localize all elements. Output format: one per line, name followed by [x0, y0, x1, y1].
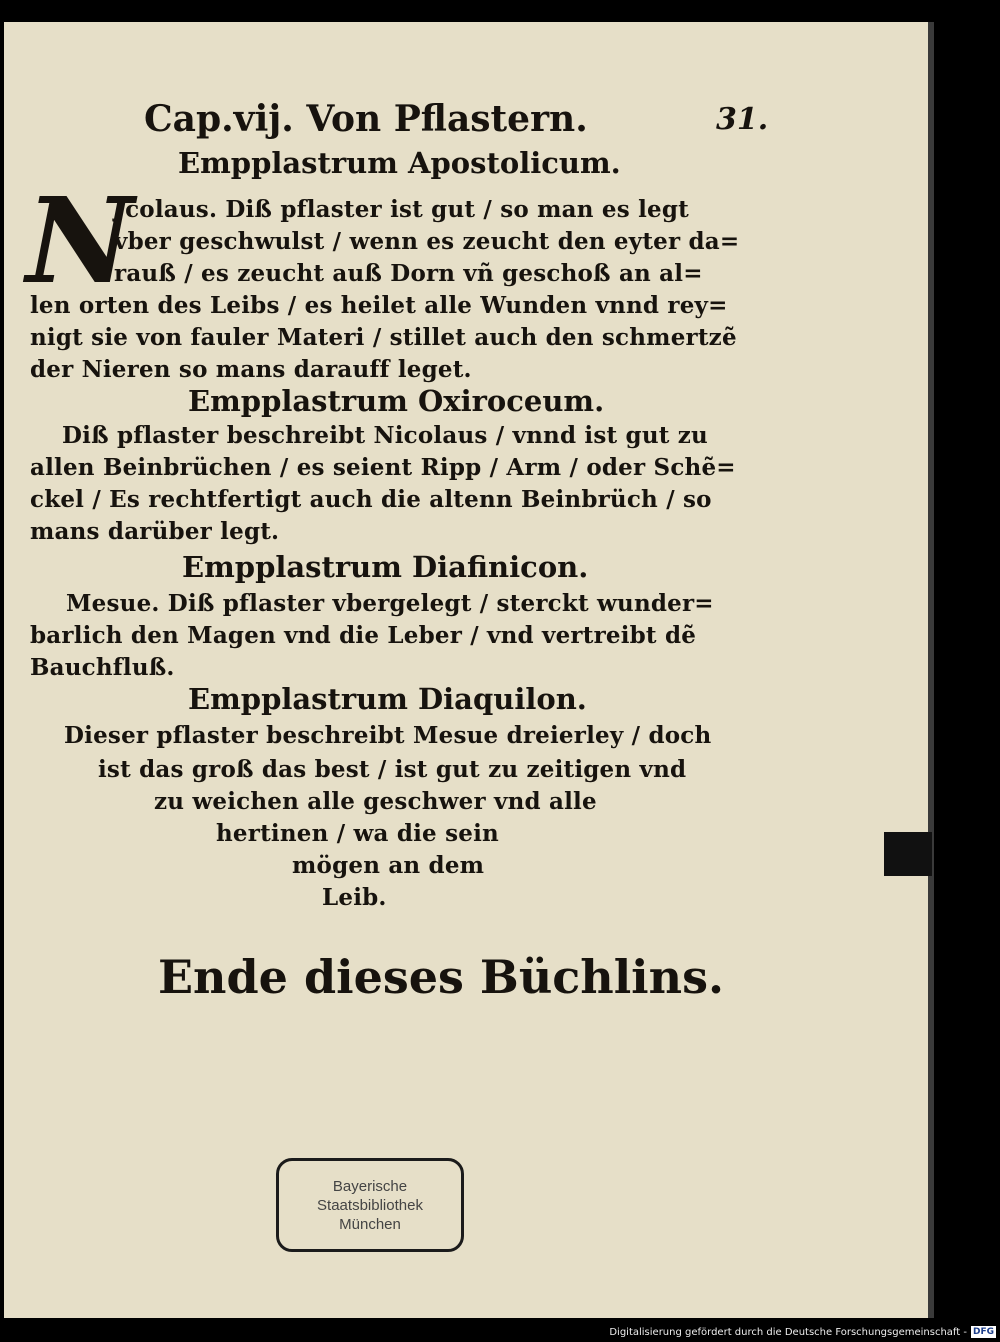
stamp-line: Staatsbibliothek [317, 1196, 423, 1214]
page-number: 31. [716, 102, 769, 137]
text-line: barlich den Magen vnd die Leber / vnd vertreibt dẽ [30, 622, 697, 649]
text-line: Bauchfluß. [30, 654, 175, 681]
text-line: Jcolaus. Diß pflaster ist gut / so man es legt [114, 196, 689, 223]
stamp-line: Bayerische [332, 1177, 408, 1195]
footer [609, 1326, 996, 1338]
text-line: zu weichen alle geschwer vnd alle [154, 788, 597, 815]
book-page [4, 22, 928, 1318]
text-line: der Nieren so mans darauff leget. [30, 356, 472, 383]
text-line: vber geschwulst / wenn es zeucht den eyter da= [114, 228, 740, 255]
text-line: Dieser pflaster beschreibt Mesue dreierley / doch [64, 722, 712, 749]
section-title: Empplastrum Oxiroceum. [188, 384, 605, 418]
text-line: mans darüber legt. [30, 518, 280, 545]
bookmark-tab [884, 832, 932, 876]
text-line: len orten des Leibs / es heilet alle Wunden vnnd rey= [30, 292, 728, 319]
text-line: rauß / es zeucht auß Dorn vñ geschoß an al= [114, 260, 703, 287]
text-line: Mesue. Diß pflaster vbergelegt / sterckt wunder= [66, 590, 714, 617]
drop-cap: N [26, 171, 134, 310]
text-line: hertinen / wa die sein [216, 820, 499, 847]
text-line: ist das groß das best / ist gut zu zeitigen vnd [98, 756, 687, 783]
section-title: Empplastrum Diafinicon. [182, 550, 589, 584]
chapter-heading: Cap.vij. Von Pflastern. [144, 98, 588, 140]
stamp-line: München [339, 1215, 401, 1233]
closing-line: Ende dieses Büchlins. [158, 950, 725, 1004]
footer-text: Digitalisierung gefördert durch die Deutsche Forschungsgemeinschaft - [609, 1326, 967, 1338]
section-title: Empplastrum Diaquilon. [188, 682, 587, 716]
text-line: Leib. [322, 884, 387, 911]
text-line: mögen an dem [292, 852, 485, 879]
section-title: Empplastrum Apostolicum. [178, 146, 621, 180]
library-stamp [276, 1158, 464, 1252]
page-edge [928, 22, 934, 1318]
text-line: Diß pflaster beschreibt Nicolaus / vnnd ist gut zu [62, 422, 708, 449]
dfg-logo: DFG [972, 1327, 994, 1337]
text-line: nigt sie von fauler Materi / stillet auch den schmertzẽ [30, 324, 737, 351]
text-line: ckel / Es rechtfertigt auch die altenn Beinbrüch / so [30, 486, 712, 513]
text-line: allen Beinbrüchen / es seient Ripp / Arm / oder Schẽ= [30, 454, 736, 481]
